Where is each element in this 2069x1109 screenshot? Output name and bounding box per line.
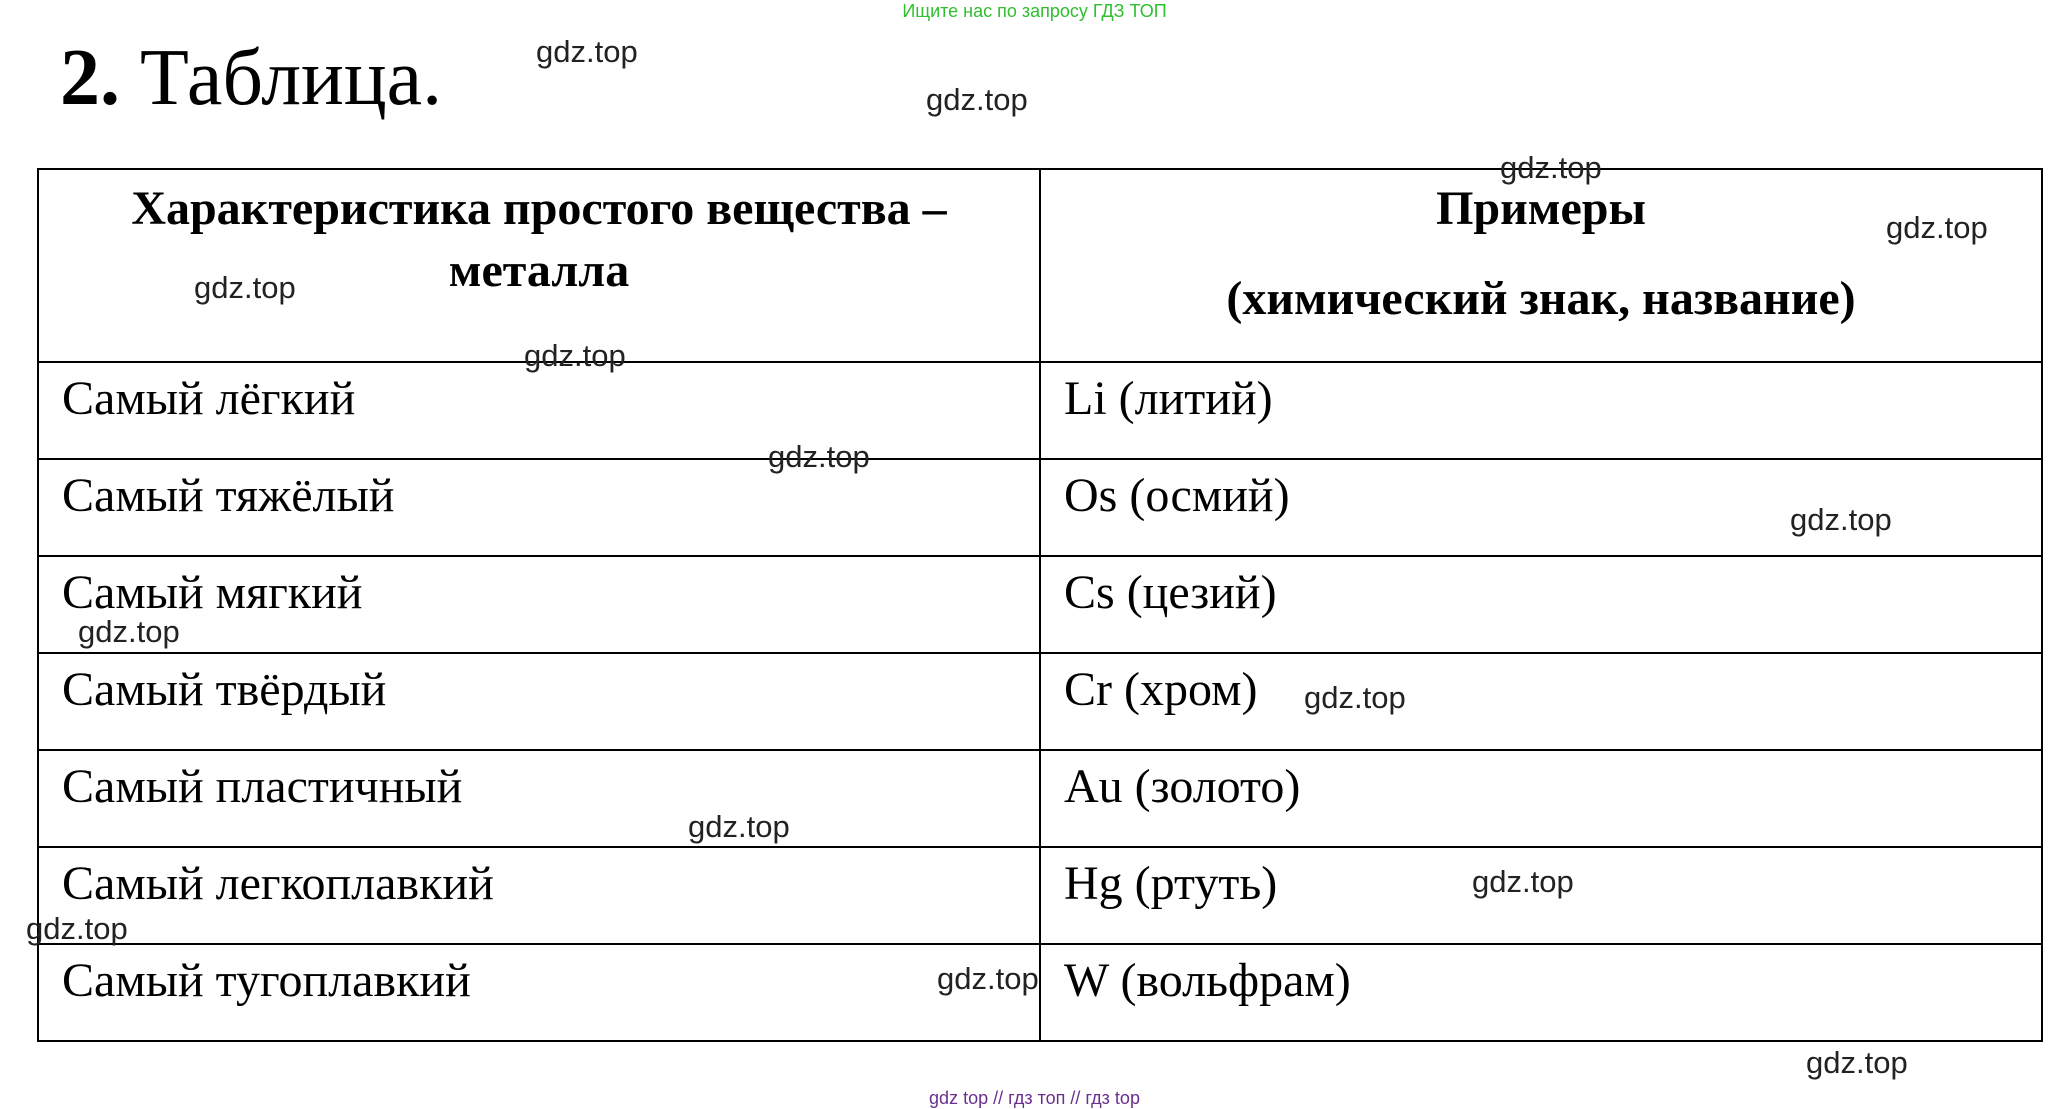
task-title <box>60 34 443 122</box>
example-cell: Cs (цезий) <box>1040 556 2042 653</box>
example-cell: Cr (хром) <box>1040 653 2042 750</box>
table-row <box>38 750 2042 847</box>
watermark: gdz.top <box>937 961 1039 996</box>
header-examples-subtitle: (химический знак, название) <box>1226 272 1856 326</box>
watermark: gdz.top <box>26 911 128 946</box>
table-row <box>38 556 2042 653</box>
search-banner: Ищите нас по запросу ГДЗ ТОП <box>902 1 1167 21</box>
table-row <box>38 944 2042 1041</box>
characteristic-cell: Самый мягкий <box>38 556 1040 653</box>
task-number: 2. <box>60 34 120 122</box>
table-header-row <box>38 169 2042 362</box>
watermark: gdz.top <box>926 82 1028 117</box>
table-row <box>38 653 2042 750</box>
table-row <box>38 459 2042 556</box>
watermark: gdz.top <box>536 34 638 69</box>
example-cell: Au (золото) <box>1040 750 2042 847</box>
characteristic-cell: Самый твёрдый <box>38 653 1040 750</box>
watermark: gdz.top <box>1790 502 1892 537</box>
watermark: gdz.top <box>524 338 626 373</box>
watermark: gdz.top <box>1472 864 1574 899</box>
watermark: gdz.top <box>1500 150 1602 185</box>
example-cell: W (вольфрам) <box>1040 944 2042 1041</box>
example-cell: Hg (ртуть) <box>1040 847 2042 944</box>
header-examples-title: Примеры <box>1436 182 1646 235</box>
example-cell: Li (литий) <box>1040 362 2042 459</box>
characteristic-cell: Самый лёгкий <box>38 362 1040 459</box>
watermark: gdz.top <box>78 614 180 649</box>
example-cell: Os (осмий) <box>1040 459 2042 556</box>
footer-links: gdz top // гдз топ // гдз top <box>929 1088 1140 1108</box>
table-row <box>38 847 2042 944</box>
watermark: gdz.top <box>1886 210 1988 245</box>
header-examples <box>1040 169 2042 362</box>
header-characteristic: Характеристика простого вещества – металла <box>38 169 1040 362</box>
watermark: gdz.top <box>1304 680 1406 715</box>
characteristic-cell: Самый легкоплавкий <box>38 847 1040 944</box>
watermark: gdz.top <box>768 439 870 474</box>
watermark: gdz.top <box>688 809 790 844</box>
table-row <box>38 362 2042 459</box>
watermark: gdz.top <box>1806 1045 1908 1080</box>
watermark: gdz.top <box>194 270 296 305</box>
characteristic-cell: Самый пластичный <box>38 750 1040 847</box>
characteristic-cell: Самый тяжёлый <box>38 459 1040 556</box>
metals-table <box>37 168 2043 1042</box>
characteristic-cell: Самый тугоплавкий <box>38 944 1040 1041</box>
task-title-text: Таблица. <box>140 34 443 122</box>
